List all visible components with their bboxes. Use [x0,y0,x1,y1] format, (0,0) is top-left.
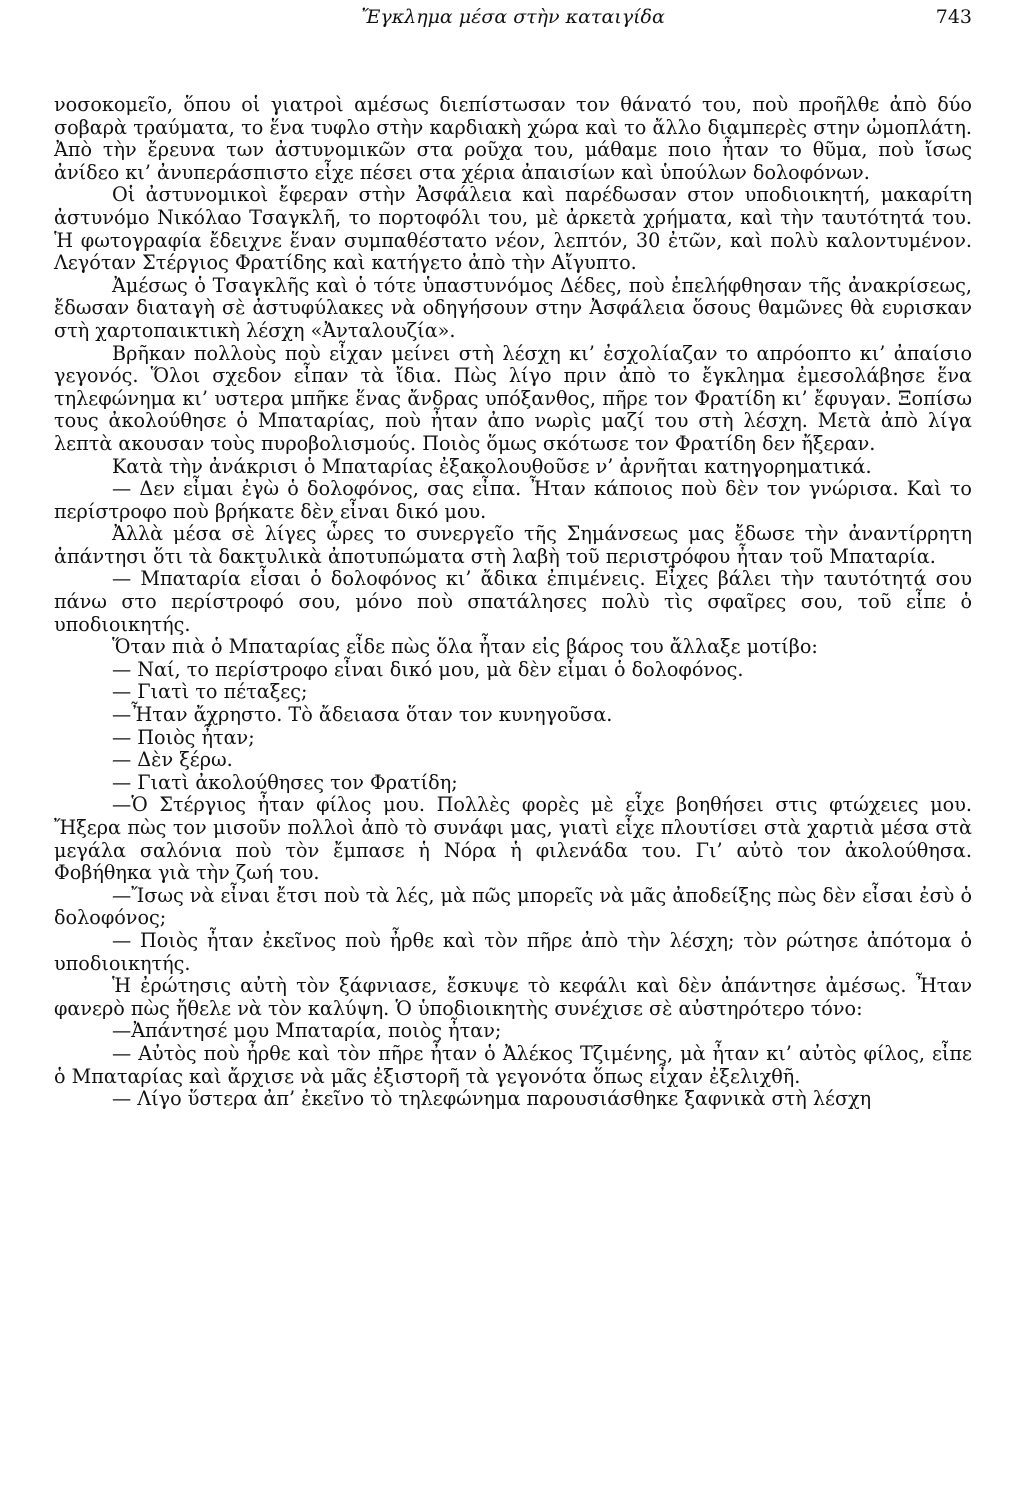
paragraph: Ἀλλὰ μέσα σὲ λίγες ὧρες το συνεργεῖο τῆς Σημάνσεως μας ἔδωσε τὴν ἀναντίρρητη ἀπάντησι ὅτι τὰ δακτυλικὰ ἀποτυπώματα στὴ λαβὴ τοῦ περιστρόφου ἦταν τοῦ Μπαταρία. [54,522,972,568]
dialogue-paragraph: — Μπαταρία εἶσαι ὁ δολοφόνος κι’ ἄδικα ἐπιμένεις. Εἶχες βάλει τὴν ταυτότητά σου πάνω στο περίστροφό σου, μόνο ποὺ σπατάλησες πολὺ τὶς σφαῖρες σου, τοῦ εἶπε ὁ υποδιοικητής. [54,567,972,636]
dialogue-paragraph: —Ἀπάντησέ μου Μπαταρία, ποιὸς ἦταν; [112,1019,502,1043]
paragraph: Κατὰ τὴν ἀνάκρισι ὁ Μπαταρίας ἐξακολουθοῦσε ν’ ἀρνῆται κατηγορηματικά. [112,454,872,478]
dialogue-paragraph: —Ὁ Στέργιος ἦταν φίλος μου. Πολλὲς φορὲς μὲ εἶχε βοηθήσει στις φτώχειες μου. Ἤξερα πὼς τον μισοῦν πολλοὶ ἀπὸ τὸ συνάφι μας, γιατὶ εἶχε πλουτίσει στὰ χαρτιὰ μέσα στὰ μεγάλα σαλόνια ποὺ τὸν ἔμπασε ἡ Νόρα ἡ φιλενάδα του. Γι’ αὐτὸ τον ἀκολούθησα. Φοβήθηκα γιὰ τὴν ζωή του. [54,793,972,885]
dialogue-paragraph: — Λίγο ὕστερα ἀπ’ ἐκεῖνο τὸ τηλεφώνημα παρουσιάσθηκε ξαφνικὰ στὴ λέσχη [112,1087,872,1111]
paragraph: Οἱ ἀστυνομικοὶ ἔφεραν στὴν Ἀσφάλεια καὶ παρέδωσαν στον υποδιοικητή, μακαρίτη ἀστυνόμο Νικόλαο Τσαγκλῆ, το πορτοφόλι του, μὲ ἀρκετὰ χρήματα, καὶ τὴν ταυτότητά του. Ἡ φωτογραφία ἔδειχνε ἕναν συμπαθέστατο νέον, λεπτόν, 30 ἐτῶν, καὶ πολὺ καλοντυμένον. Λεγόταν Στέργιος Φρατίδης καὶ κατήγετο ἀπὸ τὴν Αἴγυπτο. [54,183,972,275]
dialogue-paragraph: — Γιατὶ ἀκολούθησες τον Φρατίδη; [112,770,458,794]
paragraph: Βρῆκαν πολλοὺς ποὺ εἶχαν μείνει στὴ λέσχη κι’ ἐσχολίαζαν το απρόοπτο κι’ ἀπαίσιο γεγονός. Ὅλοι σχεδον εἶπαν τὰ ἴδια. Πὼς λίγο πριν ἀπὸ το ἔγκλημα ἐμεσολάβησε ἕνα τηλεφώνημα κι’ υστερα μπῆκε ἕνας ἄνδρας υπόξανθος, πῆρε τον Φρατίδη κι’ ἔφυγαν. Ξοπίσω τους ἀκολούθησε ὁ Μπαταρίας, ποὺ ἦταν ἀπο νωρὶς μαζί του στὴ λέσχη. Μετὰ ἀπὸ λίγα λεπτὰ ακουσαν τοὺς πυροβολισμούς. Ποιὸς ὅμως σκότωσε τον Φρατίδη δεν ἤξεραν. [54,341,972,455]
dialogue-paragraph: — Ποιὸς ἦταν; [112,725,255,749]
dialogue-paragraph: — Δεν εἶμαι ἐγὼ ὁ δολοφόνος, σας εἶπα. Ἦταν κάποιος ποὺ δὲν τον γνώρισα. Καὶ το περίστροφο ποὺ βρήκατε δὲν εἶναι δικό μου. [54,477,972,523]
paragraph: Ὅταν πιὰ ὁ Μπαταρίας εἶδε πὼς ὅλα ἦταν εἰς βάρος του ἄλλαξε μοτίβο: [112,635,818,659]
dialogue-paragraph: — Δὲν ξέρω. [112,748,233,772]
dialogue-paragraph: — Αὐτὸς ποὺ ἦρθε καὶ τὸν πῆρε ἦταν ὁ Ἀλέκος Τζιμένης, μὰ ἦταν κι’ αὐτὸς φίλος, εἶπε ὁ Μπαταρίας καὶ ἄρχισε νὰ μᾶς ἐξιστορῆ τὰ γεγονότα ὅπως εἶχαν ἐξελιχθῆ. [54,1041,972,1088]
dialogue-paragraph: — Ναί, το περίστροφο εἶναι δικό μου, μὰ δὲν εἶμαι ὁ δολοφόνος. [112,657,744,681]
dialogue-paragraph: — Γιατὶ το πέταξες; [112,680,308,704]
paragraph: Ἀμέσως ὁ Τσαγκλῆς καὶ ὁ τότε ὑπαστυνόμος Δέδες, ποὺ ἐπελήφθησαν τῆς ἀνακρίσεως, ἔδωσαν διαταγὴ σὲ ἀστυφύλακες νὰ οδηγήσουν στην Ἀσφάλεια ὅσους θαμῶνες θὰ ευρισκαν στὴ χαρτοπαικτικὴ λέσχη «Ἀνταλουζία». [54,273,972,342]
paragraph: Ἡ ἐρώτησις αὐτὴ τὸν ξάφνιασε, ἔσκυψε τὸ κεφάλι καὶ δὲν ἀπάντησε ἀμέσως. Ἦταν φανερὸ πὼς ἤθελε νὰ τὸν καλύψη. Ὁ ὑποδιοικητὴς συνέχισε σὲ αὐστηρότερο τόνο: [54,974,972,1020]
page-number: 743 [935,6,972,28]
paragraph: νοσοκομεῖο, ὅπου οἱ γιατροὶ αμέσως διεπίστωσαν τον θάνατό του, ποὺ προῆλθε ἀπὸ δύο σοβαρὰ τραύματα, το ἕνα τυφλο στὴν καρδιακὴ χώρα καὶ το ἄλλο διαμπερὲς στην ὠμοπλάτη. Ἀπὸ τὴν ἔρευνα των ἀστυνομικῶν στα ροῦχα του, μάθαμε ποιο ἦταν το θῦμα, ποὺ ἴσως ἀνίδεο κι’ ἀνυπεράσπιστο εἶχε πέσει στα χέρια ἀπαισίων καὶ ὑπούλων δολοφόνων. [54,93,972,184]
dialogue-paragraph: — Ποιὸς ἦταν ἐκεῖνος ποὺ ἦρθε καὶ τὸν πῆρε ἀπὸ τὴν λέσχη; τὸν ρώτησε ἀπότομα ὁ υποδιοικητής. [54,928,972,975]
body-text [54,94,972,1111]
dialogue-paragraph: —Ἦταν ἄχρηστο. Τὸ ἄδειασα ὅταν τον κυνηγοῦσα. [112,703,613,727]
running-title: Ἔγκλημα μέσα στὴν καταιγίδα [361,6,665,28]
dialogue-paragraph: —Ἴσως νὰ εἶναι ἔτσι ποὺ τὰ λές, μὰ πῶς μπορεῖς νὰ μᾶς ἀποδείξης πὼς δὲν εἶσαι ἐσὺ ὁ δολοφόνος; [54,883,972,930]
running-header [54,0,972,60]
